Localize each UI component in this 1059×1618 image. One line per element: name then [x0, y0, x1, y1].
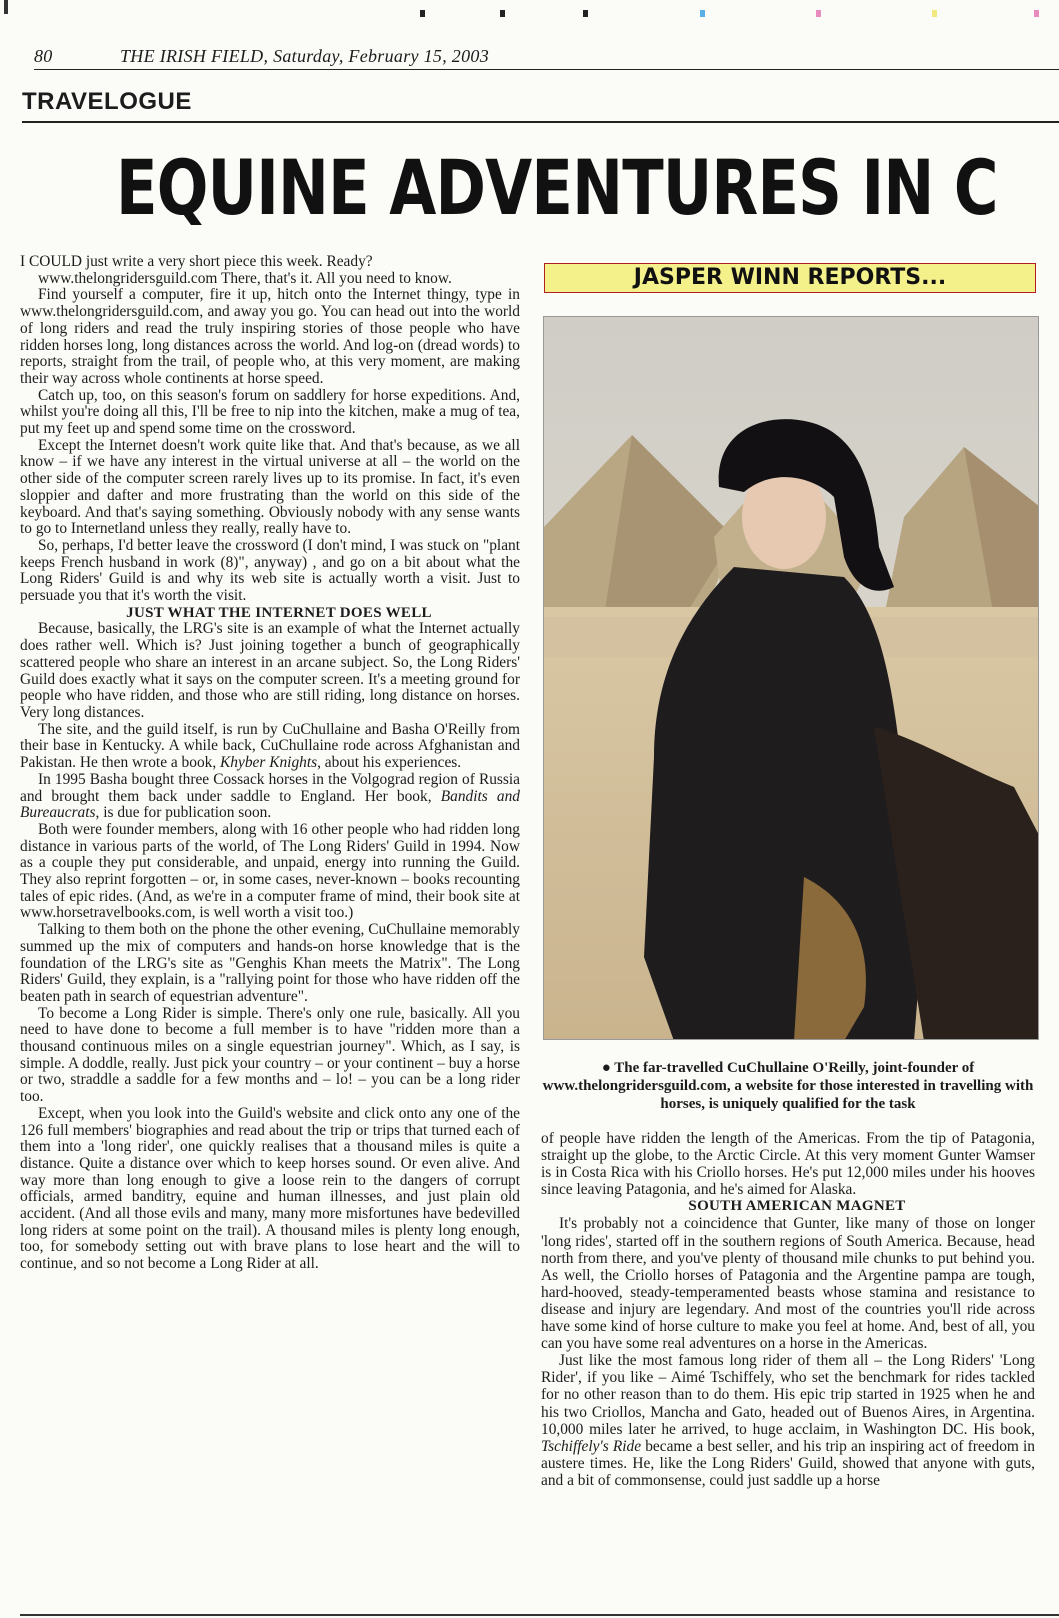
paragraph: www.thelongridersguild.com There, that's it. All you need to know.	[38, 269, 452, 287]
article-column-left	[20, 254, 520, 1273]
paragraph: Except, when you look into the Guild's website and click onto any one of the 126 full members' biographies and read about the trip or trips that turned each of them into a 'long rider', one quickly realises that a thousand miles is quite a distance. Quite a distance over which to keep horses sound. Or even alive. And way more than long enough to give a loose rein to the dangers of corrupt officials, armed banditry, equine and human illnesses, and just plain old accident. (And all those evils and many, many more misfortunes have bedevilled long riders at some point on the trail). A thousand miles is plenty long enough, too, for somebody setting out with brave plans to lose heart and the will to continue, and so not become a Long Rider at all.	[20, 1104, 520, 1273]
folio-line	[34, 46, 1059, 70]
section-label: TRAVELOGUE	[22, 88, 192, 115]
paragraph: Talking to them both on the phone the other evening, CuChullaine memorably summed up the mix of computers and hands-on horse knowledge that is the foundation of the LRG's site as "Genghis Khan meets the Matrix". The Long Riders' Guild, they explain, is a "rallying point for those who have ridden off the beaten path in search of equestrian adventure".	[20, 921, 520, 1005]
registration-mark	[583, 10, 588, 17]
photo-illustration	[544, 317, 1039, 1040]
paragraph: Find yourself a computer, fire it up, hitch onto the Internet thingy, type in www.thelongridersguild.com, and away you go. You can head out into the world of long riders and read the truly inspiring stories of those people who have ridden horses long, long distances across the world. And log-on (dread words) to reports, straight from the trail, of people who, at this very moment, are making their way across whole continents at horse speed.	[20, 286, 520, 387]
publication-dateline: THE IRISH FIELD, Saturday, February 15, 2003	[120, 46, 489, 66]
registration-mark	[700, 10, 705, 17]
paragraph: I COULD just write a very short piece this week. Ready?	[20, 253, 373, 270]
paragraph	[20, 722, 520, 772]
registration-mark	[1034, 10, 1039, 17]
paragraph: Because, basically, the LRG's site is an example of what the Internet actually does rather well. Which is? Just joining together a bunch of geographically scattered people who share an interest in an arcane subject. So, the Long Riders' Guild does exactly what it says on the computer screen. It's a meeting ground for people who have ridden, and those who are still riding, long distance on horses. Very long distances.	[20, 620, 520, 721]
registration-mark	[500, 10, 505, 17]
paragraph	[20, 772, 520, 822]
book-title: Bandits and Bureaucrats	[20, 787, 520, 822]
registration-mark	[420, 10, 425, 17]
paragraph: So, perhaps, I'd better leave the crossword (I don't mind, I was stuck on "plant keeps French husband in work (8)", anyway) , and go on a bit about what the Long Riders' Guild is and why its web site is actually worth a visit. Just to persuade you that it's worth the visit.	[20, 536, 520, 605]
book-title: Tschiffely's Ride	[541, 1437, 642, 1455]
article-column-right	[541, 1130, 1035, 1489]
byline-banner: JASPER WINN REPORTS...	[544, 263, 1036, 293]
text-run: In 1995 Basha bought three Cossack horses in the Volgograd region of Russia and brought them back under saddle to England. Her book,	[20, 770, 520, 805]
paragraph: To become a Long Rider is simple. There's only one rule, basically. All you need to have done to become a full member is to have "ridden more than a thousand continuous miles on a single equestrian journey". Which, as I say, is simple. A doddle, really. Just pick your country – or your continent – buy a horse or two, straddle a saddle for a few months and – lo! – you can be a long rider too.	[20, 1004, 520, 1106]
text-run: Just like the most famous long rider of them all – the Long Riders' 'Long Rider', if you like – Aimé Tschiffely, who set the benchmark for rides tackled for no other reason than to do them. His epic trip started in 1925 when he and his two Criollos, Mancha and Gato, headed out of Buenos Aires, in Argentina. 10,000 miles later he arrived, to huge acclaim, in Washington DC. His book,	[541, 1352, 1035, 1438]
photo-rider-at-pyramids	[543, 316, 1039, 1040]
book-title: Khyber Knights	[220, 754, 318, 772]
text-run: The site, and the guild itself, is run by CuChullaine and Basha O'Reilly from their base in Kentucky. A while back, CuChullaine rode across Afghanistan and Pakistan. He then wrote a book,	[20, 720, 520, 772]
bottom-rule	[20, 1614, 1059, 1616]
text-run: became a best seller, and his trip an inspiring act of freedom in austere times. He, like the Long Riders' Guild, showed that anyone with guts, and a bit of commonsense, could just saddle up a horse	[541, 1437, 1035, 1489]
paragraph: Both were founder members, along with 16 other people who had ridden long distance in various parts of the world, of The Long Riders' Guild in 1994. Now as a couple they put considerable, and unpaid, energy into running the Guild. They also reprint forgotten – or, in some cases, never-known – books recounting tales of epic rides. (And, as we're in a computer frame of mind, their book site at www.horsetravelbooks.com, is well worth a visit too.)	[20, 820, 520, 922]
page-number: 80	[34, 46, 53, 66]
registration-mark	[4, 0, 8, 14]
registration-mark	[816, 10, 821, 17]
paragraph: Except the Internet doesn't work quite like that. And that's because, as we all know – if we have any interest in the virtual universe at all – the world on the other side of the computer screen rarely lives up to its promise. In fact, it's even sloppier and dafter and more frustrating than the world on this side of the keyboard. And that's saying something. Obviously nobody with any sense wants to go to Internetland unless they really, really have to.	[20, 436, 520, 538]
subheading: JUST WHAT THE INTERNET DOES WELL	[126, 604, 432, 621]
text-run: , about his experiences.	[317, 754, 462, 772]
subheading: SOUTH AMERICAN MAGNET	[688, 1198, 906, 1215]
section-rule	[22, 121, 1059, 123]
paragraph: Catch up, too, on this season's forum on saddlery for horse expeditions. And, whilst you're doing all this, I'll be free to nip into the kitchen, make a mug of tea, put my feet up and spend some time on the crossword.	[20, 386, 520, 438]
headline: EQUINE ADVENTURES IN C	[116, 143, 998, 232]
photo-caption: ● The far-travelled CuChullaine O'Reilly, joint-founder of www.thelongridersguild.com, a website for those interested in travelling with horses, is uniquely qualified for the task	[542, 1060, 1034, 1112]
paragraph	[541, 1352, 1035, 1489]
paragraph: of people have ridden the length of the Americas. From the tip of Patagonia, straight up the globe, to the Arctic Circle. At this very moment Gunter Wamser is in Costa Rica with his Criollo horses. He's put 12,000 miles under his hooves since leaving Patagonia, and he's aimed for Alaska.	[541, 1130, 1035, 1199]
text-run: , is due for publication soon.	[95, 804, 272, 822]
registration-mark	[932, 10, 937, 17]
paragraph: It's probably not a coincidence that Gunter, like many of those on longer 'long rides', started off in the southern regions of South America. Because, head north from there, and you've plenty of thousand mile chunks to put behind you. As well, the Criollo horses of Patagonia and the Argentine pampa are tough, hard-hooved, steady-temperamented beasts whose stamina and resistance to disease and injury are legendary. And most of the countries you'll ride across have some kind of horse culture to make you feel at home. And, best of all, you can you have some real adventures on a horse in the Americas.	[541, 1215, 1035, 1353]
